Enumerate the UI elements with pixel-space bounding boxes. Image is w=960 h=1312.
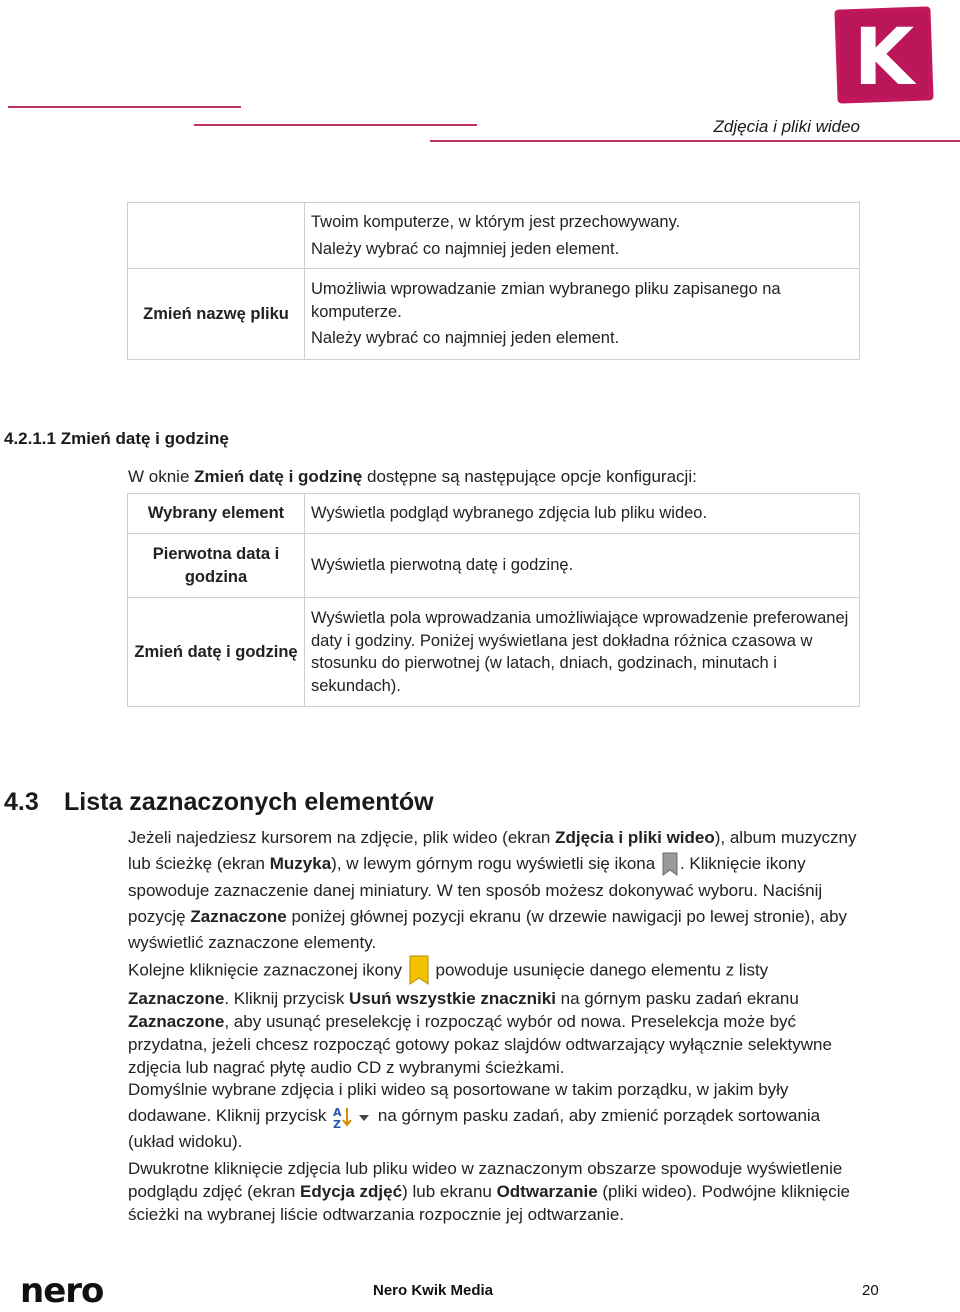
svg-text:Z: Z bbox=[333, 1117, 342, 1129]
description-line: Należy wybrać co najmniej jeden element. bbox=[311, 329, 620, 348]
header-section-title: Zdjęcia i pliki wideo bbox=[713, 117, 860, 136]
table-row bbox=[128, 534, 860, 598]
description-line: Umożliwia wprowadzanie zmian wybranego pliku zapisanego na komputerze. bbox=[311, 280, 781, 321]
table-row bbox=[128, 203, 860, 269]
subsection-heading: 4.2.1.1 Zmień datę i godzinę bbox=[4, 429, 229, 448]
bookmark-gray-icon bbox=[660, 852, 680, 878]
row-label: Zmień nazwę pliku bbox=[128, 269, 305, 360]
logo-letter: K bbox=[853, 13, 915, 103]
table-row bbox=[128, 494, 860, 534]
header-rule-1 bbox=[8, 106, 241, 108]
header-rule-3 bbox=[430, 140, 960, 142]
paragraph-1: Jeżeli najedziesz kursorem na zdjęcie, plik wideo (ekran Zdjęcia i pliki wideo), album muzyczny lub ścieżkę (ekran Muzyka), w lewym górnym rogu wyświetli się ikona . Kliknięcie ikony spowoduje zaznaczenie danej miniatury. W ten sposób możesz dokonywać wyboru. Naciśnij pozycję Zaznaczone poniżej głównej pozycji ekranu (w drzewie nawigacji po lewej stronie), aby wyświetlić zaznaczone elementy. bbox=[128, 828, 857, 952]
window-name: Zmień datę i godzinę bbox=[194, 467, 363, 486]
header-rule-2 bbox=[194, 124, 477, 126]
paragraph-2: Kolejne kliknięcie zaznaczonej ikony powoduje usunięcie danego elementu z listy Zaznaczone. Kliknij przycisk Usuń wszystkie znaczniki na górnym pasku zadań ekranu Zaznaczone, aby usunąć preselekcję i rozpocząć wybór od nowa. Preselekcja może być przydatna, jeżeli chcesz rozpocząć gotowy pokaz slajdów odtwarzający wyłącznie selektywne zdjęcia lub nagrać płytę audio CD z wybranymi ścieżkami. bbox=[128, 955, 858, 1079]
row-description bbox=[305, 203, 860, 269]
kwik-logo bbox=[832, 4, 936, 106]
bookmark-yellow-icon bbox=[407, 955, 431, 987]
row-label: Pierwotna data i godzina bbox=[128, 534, 305, 598]
row-description: Wyświetla podgląd wybranego zdjęcia lub pliku wideo. bbox=[305, 494, 860, 534]
page-number: 20 bbox=[862, 1282, 879, 1299]
options-table-1 bbox=[127, 202, 860, 360]
table-row bbox=[128, 269, 860, 360]
row-description: Wyświetla pola wprowadzania umożliwiające wprowadzenie preferowanej daty i godziny. Poniżej wyświetlana jest dokładna różnica czasowa w stosunku do pierwotnej (w latach, dniach, godzinach, minutach i sekundach). bbox=[305, 598, 860, 707]
section-heading bbox=[4, 788, 434, 817]
row-label bbox=[128, 203, 305, 269]
paragraph-3: Domyślnie wybrane zdjęcia i pliki wideo są posortowane w takim porządku, w jakim były dodawane. Kliknij przycisk A Z na górnym pasku zadań, aby zmienić porządek sortowania (układ widoku). bbox=[128, 1080, 821, 1151]
svg-text:A: A bbox=[333, 1105, 342, 1119]
nero-logo bbox=[20, 1274, 136, 1308]
product-name: Nero Kwik Media bbox=[373, 1282, 494, 1299]
section-title: Lista zaznaczonych elementów bbox=[64, 788, 434, 816]
table-row bbox=[128, 598, 860, 707]
paragraph-4: Dwukrotne kliknięcie zdjęcia lub pliku wideo w zaznaczonym obszarze spowoduje wyświetlenie podglądu zdjęć (ekran Edycja zdjęć) lub ekranu Odtwarzanie (pliki wideo). Podwójne kliknięcie ścieżki na wybranej liście odtwarzania rozpocznie jej odtwarzanie. bbox=[128, 1159, 850, 1224]
nero-logo-text: nero bbox=[20, 1274, 104, 1308]
row-label: Wybrany element bbox=[128, 494, 305, 534]
sort-az-icon bbox=[331, 1105, 373, 1129]
description-line: Twoim komputerze, w którym jest przechowywany. bbox=[311, 213, 681, 231]
row-description: Wyświetla pierwotną datę i godzinę. bbox=[305, 534, 860, 598]
description-line: Należy wybrać co najmniej jeden element. bbox=[311, 239, 620, 258]
options-table-2 bbox=[127, 493, 860, 707]
row-description bbox=[305, 269, 860, 360]
section-number: 4.3 bbox=[4, 788, 39, 816]
row-label: Zmień datę i godzinę bbox=[128, 598, 305, 707]
subsection-intro: W oknie Zmień datę i godzinę dostępne są następujące opcje konfiguracji: bbox=[128, 467, 697, 486]
